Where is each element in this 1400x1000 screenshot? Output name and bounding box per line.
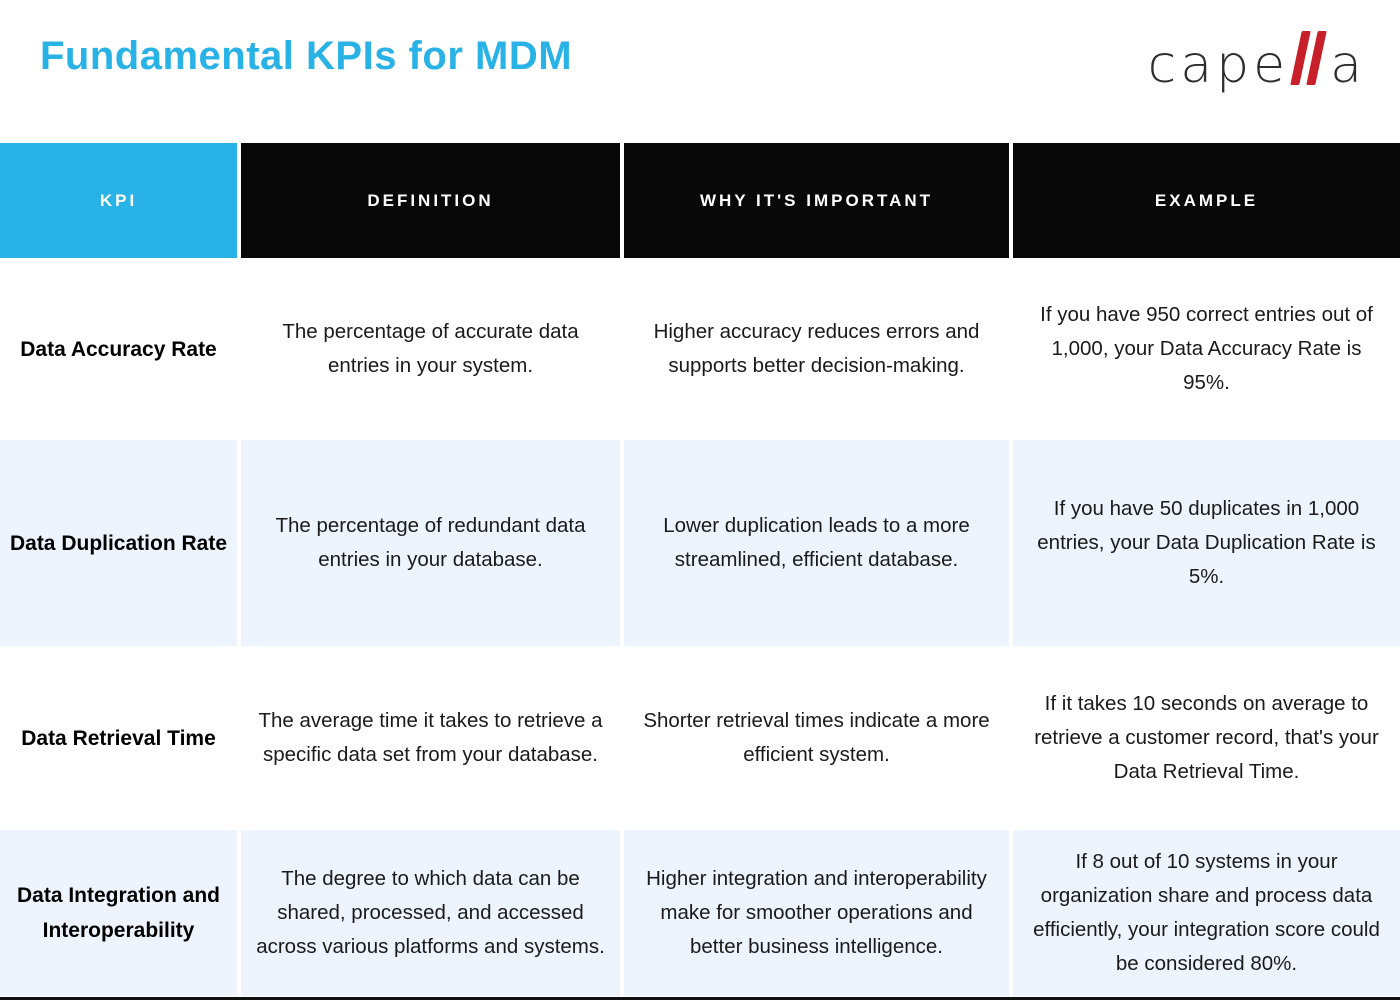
column-header-kpi: KPI — [0, 143, 237, 258]
page-title: Fundamental KPIs for MDM — [40, 34, 573, 78]
importance-cell: Higher accuracy reduces errors and supports better decision-making. — [653, 320, 980, 377]
example-cell: If it takes 10 seconds on average to retrieve a customer record, that's your Data Retrieval Time. — [1034, 692, 1379, 783]
capella-logo — [1148, 26, 1366, 98]
definition-cell: The percentage of redundant data entries in your database. — [241, 440, 620, 646]
column-header-example: EXAMPLE — [1013, 143, 1400, 258]
kpi-cell: Data Integration and Interoperability — [0, 830, 237, 996]
importance-cell: Shorter retrieval times indicate a more efficient system. — [643, 709, 990, 766]
example-cell: If you have 50 duplicates in 1,000 entries, your Data Duplication Rate is 5%. — [1013, 440, 1400, 646]
definition-cell: The degree to which data can be shared, processed, and accessed across various platforms and systems. — [241, 830, 620, 996]
definition-cell: The percentage of accurate data entries in your system. — [282, 320, 579, 377]
example-cell: If you have 950 correct entries out of 1,000, your Data Accuracy Rate is 95%. — [1040, 303, 1373, 394]
logo-text-cape: cape — [1147, 35, 1290, 95]
logo-slash-bar — [1306, 31, 1326, 85]
kpi-cell: Data Retrieval Time — [21, 726, 216, 750]
logo-text-a: a — [1330, 35, 1366, 95]
kpi-table — [0, 143, 1400, 996]
definition-cell: The average time it takes to retrieve a specific data set from your database. — [258, 709, 603, 766]
example-cell: If 8 out of 10 systems in your organization share and process data efficiently, your integration score could be considered 80%. — [1013, 830, 1400, 996]
column-header-why-important: WHY IT'S IMPORTANT — [624, 143, 1009, 258]
kpi-cell: Data Duplication Rate — [0, 440, 237, 646]
column-header-definition: DEFINITION — [241, 143, 620, 258]
kpi-cell: Data Accuracy Rate — [20, 337, 217, 361]
importance-cell: Higher integration and interoperability make for smoother operations and better business intelligence. — [624, 830, 1009, 996]
logo-double-slash-icon — [1296, 31, 1321, 85]
importance-cell: Lower duplication leads to a more streamlined, efficient database. — [624, 440, 1009, 646]
